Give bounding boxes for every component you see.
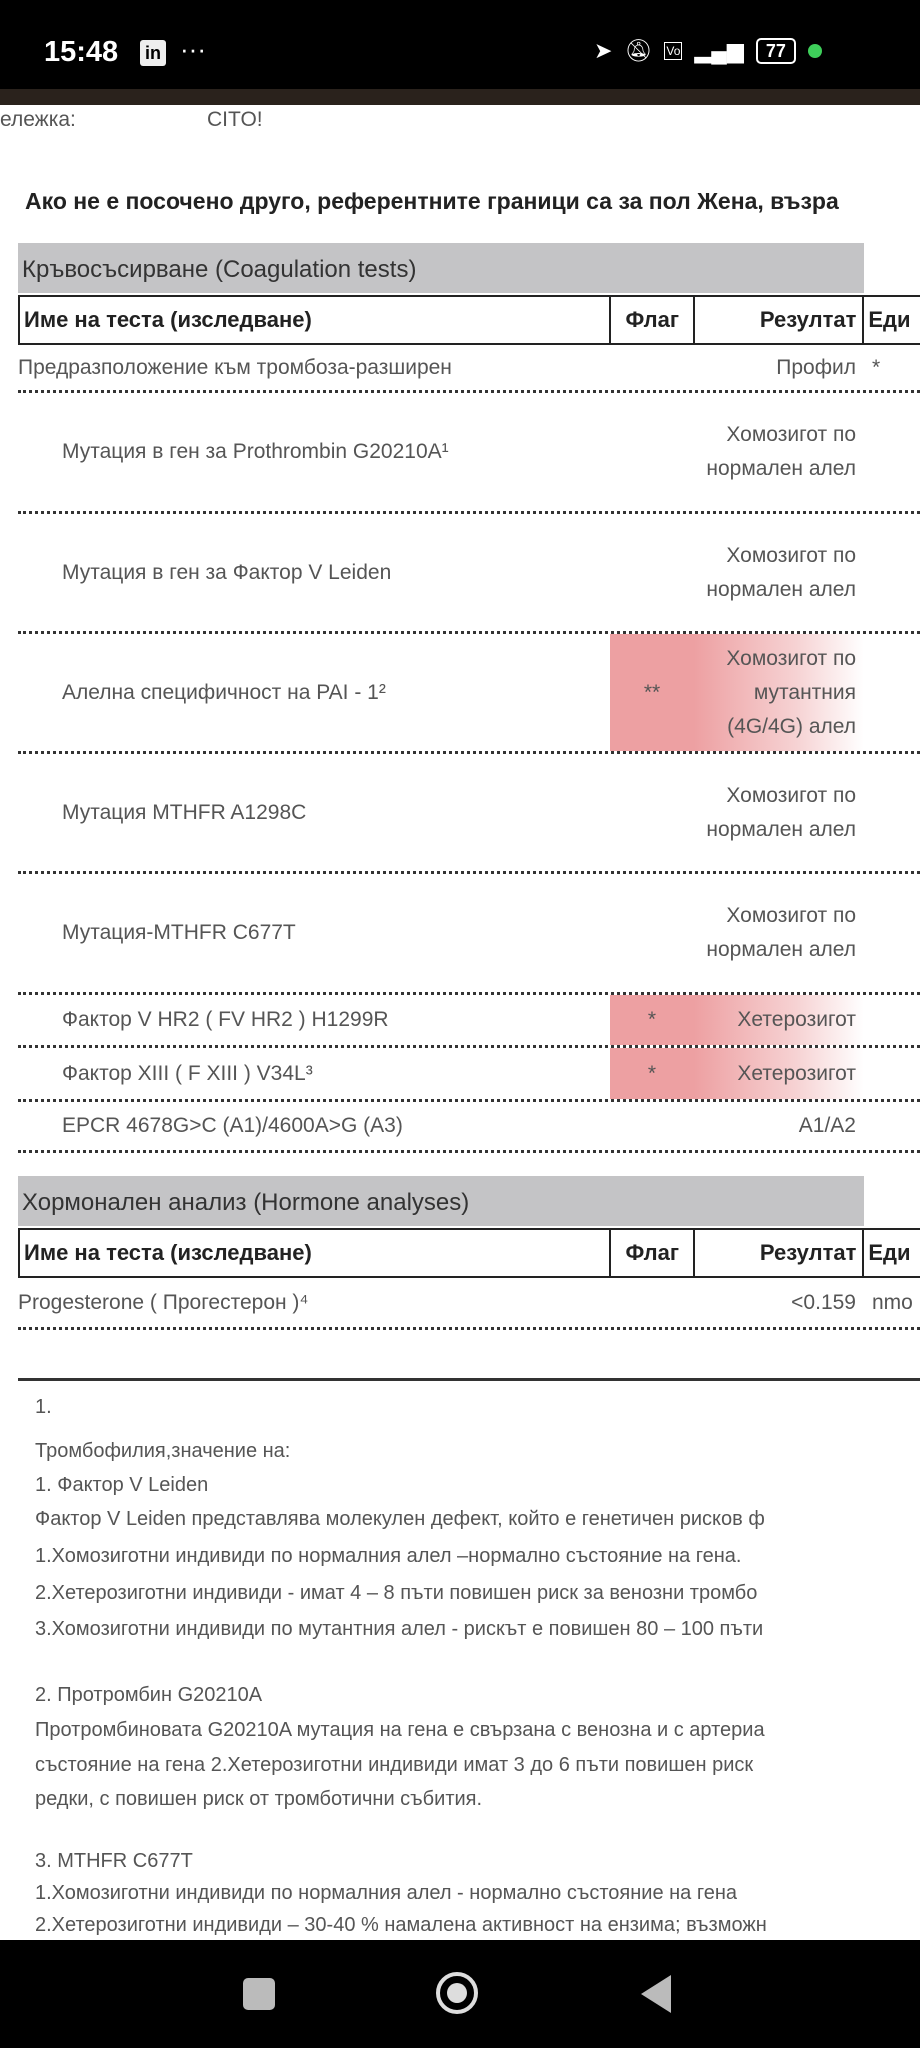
col-result: Резултат	[693, 297, 862, 343]
signal-icon: ▂▄▆	[694, 38, 744, 63]
flag	[610, 874, 694, 992]
home-button[interactable]	[436, 1972, 478, 2014]
mute-icon: 🔕︎	[624, 38, 653, 63]
status-bar	[0, 0, 920, 89]
note-line: 3. MTHFR C677T	[35, 1850, 193, 1872]
volte-icon: Vo	[666, 44, 681, 58]
privacy-dot-icon	[808, 44, 822, 58]
meta-label: ележка:	[0, 108, 76, 131]
table-row	[18, 345, 920, 393]
divider	[18, 1378, 920, 1381]
col-name: Име на теста (изследване)	[24, 307, 312, 332]
note-line: 1.Хомозиготни индивиди по нормалния алел - нормално състояние на гена	[35, 1882, 737, 1904]
note-line: 2. Протромбин G20210A	[35, 1684, 263, 1706]
table-row	[18, 1278, 920, 1330]
note-line: Тромбофилия,значение на:	[35, 1440, 291, 1462]
unit	[864, 754, 920, 871]
system-icons	[594, 38, 822, 64]
test-name: EPCR 4678G>C (A1)/4600A>G (A3)	[62, 1114, 403, 1137]
note-line: 1.	[35, 1396, 52, 1418]
result: Хомозигот по нормален алел	[706, 543, 856, 601]
flag: *	[610, 995, 694, 1045]
flag	[610, 514, 694, 631]
section-coagulation: Кръвосъсирване (Coagulation tests)	[18, 243, 864, 293]
more-notifications-icon: ···	[180, 34, 206, 64]
note-line: 2.Хетерозиготни индивиди – 30-40 % намалена активност на ензима; възможн	[35, 1914, 767, 1936]
flag	[610, 1278, 694, 1327]
col-name: Име на теста (изследване)	[24, 1240, 312, 1265]
result: Хомозигот по нормален алел	[706, 904, 856, 961]
linkedin-icon: in	[140, 40, 166, 66]
test-name: Мутация MTHFR A1298C	[62, 800, 307, 824]
result: Профил	[776, 355, 856, 379]
note-line: Фактор V Leiden представлява молекулен дефект, който е генетичен рисков ф	[35, 1508, 765, 1530]
col-flag: Флаг	[609, 297, 693, 343]
flag	[610, 345, 694, 390]
test-name: Фактор V HR2 ( FV HR2 ) H1299R	[62, 1008, 389, 1031]
result: A1/A2	[798, 1114, 856, 1137]
recents-button[interactable]	[243, 1978, 275, 2010]
unit	[864, 995, 920, 1045]
flag	[610, 393, 694, 511]
col-unit: Еди	[862, 297, 920, 343]
table-row	[18, 393, 920, 514]
test-name: Мутация в ген за Фактор V Leiden	[62, 560, 392, 584]
test-name: Мутация-MTHFR C677T	[62, 921, 296, 944]
unit	[864, 1048, 920, 1099]
table-header-hormone	[18, 1228, 920, 1278]
col-result: Резултат	[693, 1230, 862, 1276]
flag: **	[610, 634, 694, 751]
note-line: състояние на гена 2.Хетерозиготни индивиди имат 3 до 6 пъти повишен риск	[35, 1754, 754, 1776]
browser-toolbar-edge	[0, 89, 920, 105]
result: Хомозигот по нормален алел	[706, 783, 856, 841]
unit	[864, 874, 920, 992]
note-line: Протромбиновата G20210A мутация на гена е свързана с венозна и с артериа	[35, 1719, 765, 1741]
note-line: 1.Хомозиготни индивиди по нормалния алел –нормално състояние на гена.	[35, 1545, 742, 1567]
flag: *	[610, 1048, 694, 1099]
note-line: редки, с повишен риск от тромботични събития.	[35, 1788, 483, 1810]
note-line: 3.Хомозиготни индивиди по мутантния алел - рискът е повишен 80 – 100 пъти	[35, 1618, 764, 1640]
table-row	[18, 995, 920, 1048]
table-row	[18, 1102, 920, 1153]
note-line: 2.Хетерозиготни индивиди - имат 4 – 8 пъти повишен риск за венозни тромбо	[35, 1582, 758, 1604]
meta-value: CITO!	[207, 108, 263, 131]
table-row	[18, 754, 920, 874]
unit	[864, 634, 920, 751]
unit	[864, 1102, 920, 1150]
flag	[610, 754, 694, 871]
result: Хетерозигот	[694, 1048, 864, 1099]
col-unit: Еди	[862, 1230, 920, 1276]
reference-note-heading: Ако не е посочено друго, референтните граници са за пол Жена, възра	[25, 188, 839, 214]
table-header-coagulation	[18, 295, 920, 345]
result: Хомозигот по нормален алел	[706, 423, 856, 480]
col-flag: Флаг	[609, 1230, 693, 1276]
table-row	[18, 1048, 920, 1102]
result: Хетерозигот	[694, 995, 864, 1045]
note-line: 1. Фактор V Leiden	[35, 1474, 209, 1496]
unit: *	[872, 355, 881, 379]
clock: 15:48	[44, 36, 119, 68]
location-icon: ➤	[594, 38, 613, 63]
table-row	[18, 514, 920, 634]
unit	[864, 393, 920, 511]
result: <0.159	[791, 1290, 856, 1314]
test-name: Фактор XIII ( F XIII ) V34L³	[62, 1061, 313, 1085]
back-button[interactable]	[641, 1975, 671, 2013]
test-name: Progesterone ( Прогестерон )⁴	[18, 1290, 309, 1314]
test-name: Мутация в ген за Prothrombin G20210A¹	[62, 440, 449, 463]
battery-icon: 77	[756, 38, 796, 64]
flag	[610, 1102, 694, 1150]
table-row	[18, 874, 920, 995]
test-name: Алелна специфичност на PAI - 1²	[62, 680, 386, 704]
table-row	[18, 634, 920, 754]
unit: nmo	[872, 1290, 913, 1314]
section-hormone: Хормонален анализ (Hormone analyses)	[18, 1176, 864, 1226]
test-name: Предразположение към тромбоза-разширен	[18, 355, 452, 379]
result: Хомозигот по мутантния (4G/4G) алел	[694, 634, 864, 751]
unit	[864, 514, 920, 631]
